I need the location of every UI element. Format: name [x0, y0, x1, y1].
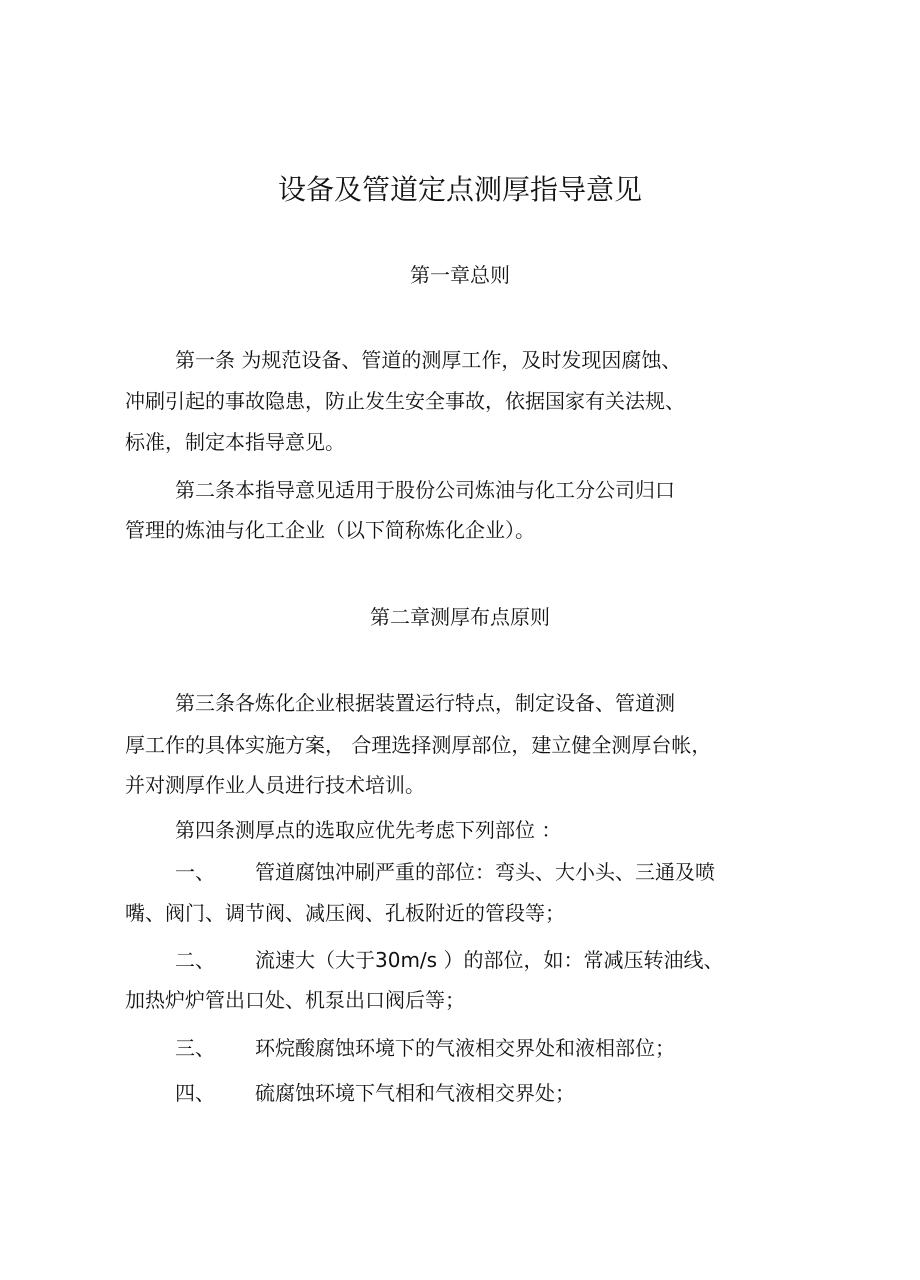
- list-item-continuation: 加热炉炉管出口处、机泵出口阀后等；: [125, 988, 465, 1012]
- list-item-text: 管道腐蚀冲刷严重的部位：弯头、大小头、三通及喷: [255, 860, 715, 884]
- list-item-text: 流速大（大于30m/s ）的部位，如：常减压转油线、: [255, 948, 724, 972]
- article-3-line: 并对测厚作业人员进行技术培训。: [125, 773, 425, 797]
- article-2-line: 第二条本指导意见适用于股份公司炼油与化工分公司归口: [175, 478, 675, 502]
- list-item-number: 一、: [175, 860, 215, 884]
- article-3-line: 厚工作的具体实施方案， 合理选择测厚部位，建立健全测厚台帐，: [125, 733, 712, 757]
- article-2-line: 管理的炼油与化工企业（以下简称炼化企业）。: [125, 518, 535, 542]
- chapter-1-heading: 第一章总则: [410, 263, 510, 287]
- list-item-text: 硫腐蚀环境下气相和气液相交界处；: [255, 1081, 575, 1105]
- article-3-line: 第三条各炼化企业根据装置运行特点，制定设备、管道测: [175, 691, 675, 715]
- chapter-2-heading: 第二章测厚布点原则: [370, 605, 550, 629]
- list-item-number: 二、: [175, 948, 215, 972]
- list-item-continuation: 嘴、阀门、调节阀、减压阀、孔板附近的管段等；: [125, 901, 565, 925]
- list-item-number: 四、: [175, 1081, 215, 1105]
- list-item-number: 三、: [175, 1036, 215, 1060]
- article-1-line: 第一条 为规范设备、管道的测厚工作，及时发现因腐蚀、: [175, 348, 682, 372]
- article-1-line: 冲刷引起的事故隐患，防止发生安全事故，依据国家有关法规、: [125, 389, 685, 413]
- article-4-line: 第四条测厚点的选取应优先考虑下列部位 ：: [175, 818, 562, 842]
- document-title: 设备及管道定点测厚指导意见: [277, 173, 642, 206]
- list-item-text: 环烷酸腐蚀环境下的气液相交界处和液相部位；: [255, 1036, 675, 1060]
- article-1-line: 标准，制定本指导意见。: [125, 430, 345, 454]
